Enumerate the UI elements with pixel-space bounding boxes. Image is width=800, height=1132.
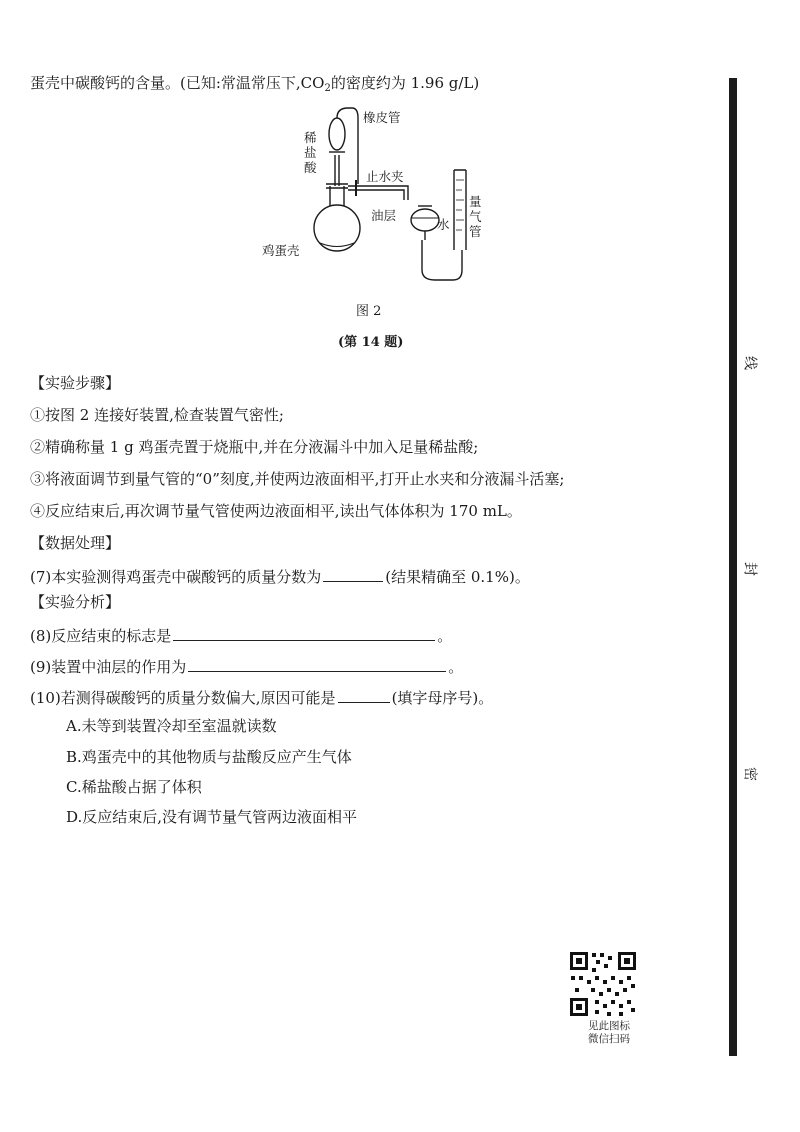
step-3: ③将液面调节到量气管的“0”刻度,并使两边液面相平,打开止水夹和分液漏斗活塞; [30,470,565,488]
flask-bulb [314,205,360,251]
water-vessel [411,209,439,231]
answer-blank-10[interactable] [338,686,390,703]
qr-line-2: 微信扫码 [588,1033,630,1045]
step-1: ①按图 2 连接好装置,检查装置气密性; [30,406,284,424]
label-burette-2: 气 [469,209,482,224]
answer-blank-8[interactable] [173,624,435,641]
intro-line: 蛋壳中碳酸钙的含量。(已知:常温常压下$,CO_2$的密度约为 1.96 g/L) [30,74,480,94]
margin-char-secret: 密 [744,765,758,781]
data-heading: 【数据处理】 [30,534,121,552]
option-a: A.未等到装置冷却至室温就读数 [66,717,277,735]
figure-caption: 图 2 [356,304,382,319]
label-hcl-2: 盐 [304,145,317,160]
question-10: (10)若测得碳酸钙的质量分数偏大,原因可能是 (填字母序号)。 [30,686,493,708]
question-7: (7)本实验测得鸡蛋壳中碳酸钙的质量分数为 (结果精确至 0.1%)。 [30,565,530,587]
margin-char-seal: 封 [744,560,758,576]
label-clamp: 止水夹 [366,169,404,184]
label-eggshell: 鸡蛋壳 [262,243,300,258]
qr-code [568,950,638,1018]
option-c: C.稀盐酸占据了体积 [66,778,202,796]
eggshell-pieces [320,243,354,247]
margin-char-line: 线 [744,354,758,370]
funnel-body [329,118,345,150]
step-4: ④反应结束后,再次调节量气管使两边液面相平,读出气体体积为 170 mL。 [30,502,522,520]
funnel-stem [335,155,339,186]
label-oil: 油层 [371,208,397,223]
answer-blank-7[interactable] [323,565,383,582]
connecting-tube [422,240,462,280]
flask-stopper [326,184,348,188]
label-hcl-1: 稀 [304,130,317,145]
question-ref: (第 14 题) [338,335,404,350]
label-hcl-3: 酸 [304,160,317,175]
steps-heading: 【实验步骤】 [30,374,121,392]
question-8: (8)反应结束的标志是 。 [30,624,452,646]
flask-neck [330,186,344,206]
answer-blank-9[interactable] [188,655,446,672]
label-burette-3: 管 [469,224,482,239]
binding-margin-bar [729,78,737,1056]
qr-line-1: 见此图标 [588,1020,630,1032]
label-burette-1: 量 [469,194,482,209]
qr-caption [570,1020,630,1046]
step-2: ②精确称量 1 g 鸡蛋壳置于烧瓶中,并在分液漏斗中加入足量稀盐酸; [30,438,479,456]
option-d: D.反应结束后,没有调节量气管两边液面相平 [66,808,358,826]
option-b: B.鸡蛋壳中的其他物质与盐酸反应产生气体 [66,748,352,766]
label-rubber-tube: 橡皮管 [363,110,401,125]
label-water: 水 [437,217,450,232]
burette-scale [456,180,464,230]
analysis-heading: 【实验分析】 [30,593,121,611]
question-9: (9)装置中油层的作用为 。 [30,655,463,677]
